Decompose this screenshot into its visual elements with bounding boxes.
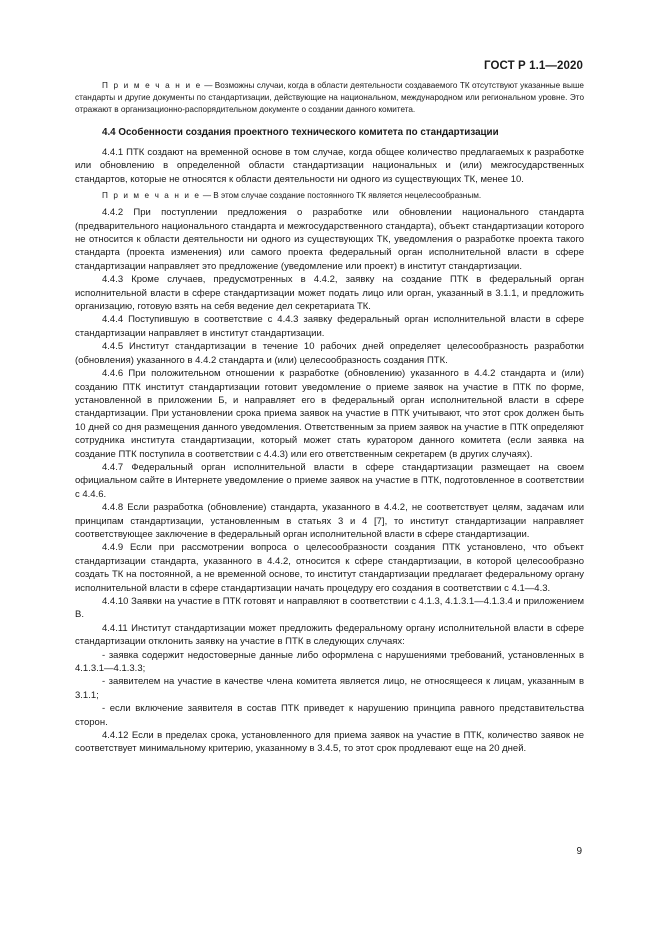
paragraph-4-4-7: 4.4.7 Федеральный орган исполнительной власти в сфере стандартизации размещает на своем официальном сайте в Интернете уведомление о приеме заявок на участие в ПТК, подготовленное в соответствии с 4.4.6. [75, 461, 584, 500]
paragraph-4-4-6: 4.4.6 При положительном отношении к разработке (обновлению) указанного в 4.4.2 стандарта и (или) созданию ПТК институт стандартизации готовит уведомление о приеме заявок на участие в ПТК по форме, установленной в приложении Б, и направляет его в федеральный орган исполнительной власти в сфере стандартизации. При установлении срока приема заявок на участие в ПТК учитывают, что этот срок должен быть 10 дней со дня размещения данного уведомления. Ответственным за прием заявок на участие в ПТК определяют сотрудника института стандартизации, который может стать куратором данного комитета (если заявка на создание ПТК поступила в соответствии с 4.4.3) или его ответственным секретарем (в других случаях). [75, 368, 584, 460]
paragraph-4-4-12: 4.4.12 Если в пределах срока, установленного для приема заявок на участие в ПТК, количество заявок не соответствует минимальному критерию, указанному в 3.4.5, то этот срок продлевают еще на 20 дней. [75, 730, 584, 755]
list-item: - если включение заявителя в состав ПТК приведет к нарушению принципа равного представительства сторон. [75, 703, 584, 728]
note-paragraph [75, 80, 584, 116]
list-item: - заявка содержит недостоверные данные либо оформлена с нарушениями требований, установленных в 4.1.3.1—4.1.3.3; [75, 649, 584, 675]
section-heading: 4.4 Особенности создания проектного технического комитета по стандартизации [102, 127, 499, 138]
list-item: - заявителем на участие в качестве члена комитета является лицо, не относящееся к лицам, указанным в 3.1.1; [75, 676, 584, 701]
document-id-header: ГОСТ Р 1.1—2020 [484, 60, 583, 72]
paragraph-4-4-8: 4.4.8 Если разработка (обновление) стандарта, указанного в 4.4.2, не соответствует целям, задачам или принципам стандартизации, установленным в статьях 3 и 4 [7], то институт стандартизации направляет соответствующее заключение в федеральный орган исполнительной власти в сфере стандартизации. [75, 502, 584, 540]
note-label: П р и м е ч а н и е [102, 81, 202, 90]
note-label: П р и м е ч а н и е [102, 191, 201, 201]
paragraph-4-4-4: 4.4.4 Поступившую в соответствие с 4.4.3 заявку федеральный орган исполнительной власти в сфере стандартизации направляет в институт стандартизации. [75, 314, 584, 339]
paragraph-4-4-3: 4.4.3 Кроме случаев, предусмотренных в 4.4.2, заявку на создание ПТК в федеральный орган исполнительной власти в сфере стандартизации может подать лицо или орган, указанный в 3.1.1, и предложить организацию, готовую взять на себя ведение дел секретариата ТК. [75, 274, 584, 313]
paragraph-4-4-2: 4.4.2 При поступлении предложения о разработке или обновлении национального стандарта (предварительного национального стандарта и межгосударственного стандарта), объект стандартизации которого не относится к области деятельности ни одного из существующих ТК, уведомления о разработке проекта такого стандарта (проекта изменения) или самого проекта федеральный орган исполнительной власти в сфере стандартизации направляет это предложение (уведомление или проект) в институт стандартизации. [75, 207, 584, 272]
paragraph-4-4-5: 4.4.5 Институт стандартизации в течение 10 рабочих дней определяет целесообразность разработки (обновления) указанного в 4.4.2 стандарта и (или) целесообразность создания ПТК. [75, 341, 584, 366]
paragraph-4-4-10: 4.4.10 Заявки на участие в ПТК готовят и направляют в соответствии с 4.1.3, 4.1.3.1—4.1.3.4 и приложением В. [75, 596, 584, 621]
page-content [75, 80, 584, 756]
page-number: 9 [576, 846, 582, 857]
paragraph-4-4-9: 4.4.9 Если при рассмотрении вопроса о целесообразности создания ПТК установлено, что объект стандартизации стандарта, указанного в 4.4.2, относится к сфере стандартизации, в которой целесообразно создать ТК на постоянной, а не временной основе, то институт стандартизации предлагает федеральному органу исполнительной власти в сфере стандартизации начать процедуру его создания в соответствии с 4.1—4.3. [75, 542, 584, 594]
paragraph-4-4-1: 4.4.1 ПТК создают на временной основе в том случае, когда общее количество предлагаемых к разработке или обновлению в определенной области стандартизации национальных и (или) межгосударственных стандартов, которые не относятся к области деятельности ни одного из существующих ТК, менее 10. [75, 147, 584, 185]
note-text: — Возможны случаи, когда в области деятельности создаваемого ТК отсутствуют указанные выше стандарты и другие документы по стандартизации, действующие на национальном, международном или региональном уровне. Это отражают в организационно-распорядительном документе о создании данного комитета. [75, 81, 584, 114]
note-text: — В этом случае создание постоянного ТК является нецелесообразным. [200, 191, 482, 201]
paragraph-4-4-11: 4.4.11 Институт стандартизации может предложить федеральному органу исполнительной власти в сфере стандартизации отклонить заявку на участие в ПТК в следующих случаях: [75, 622, 584, 648]
note-paragraph [75, 190, 584, 202]
